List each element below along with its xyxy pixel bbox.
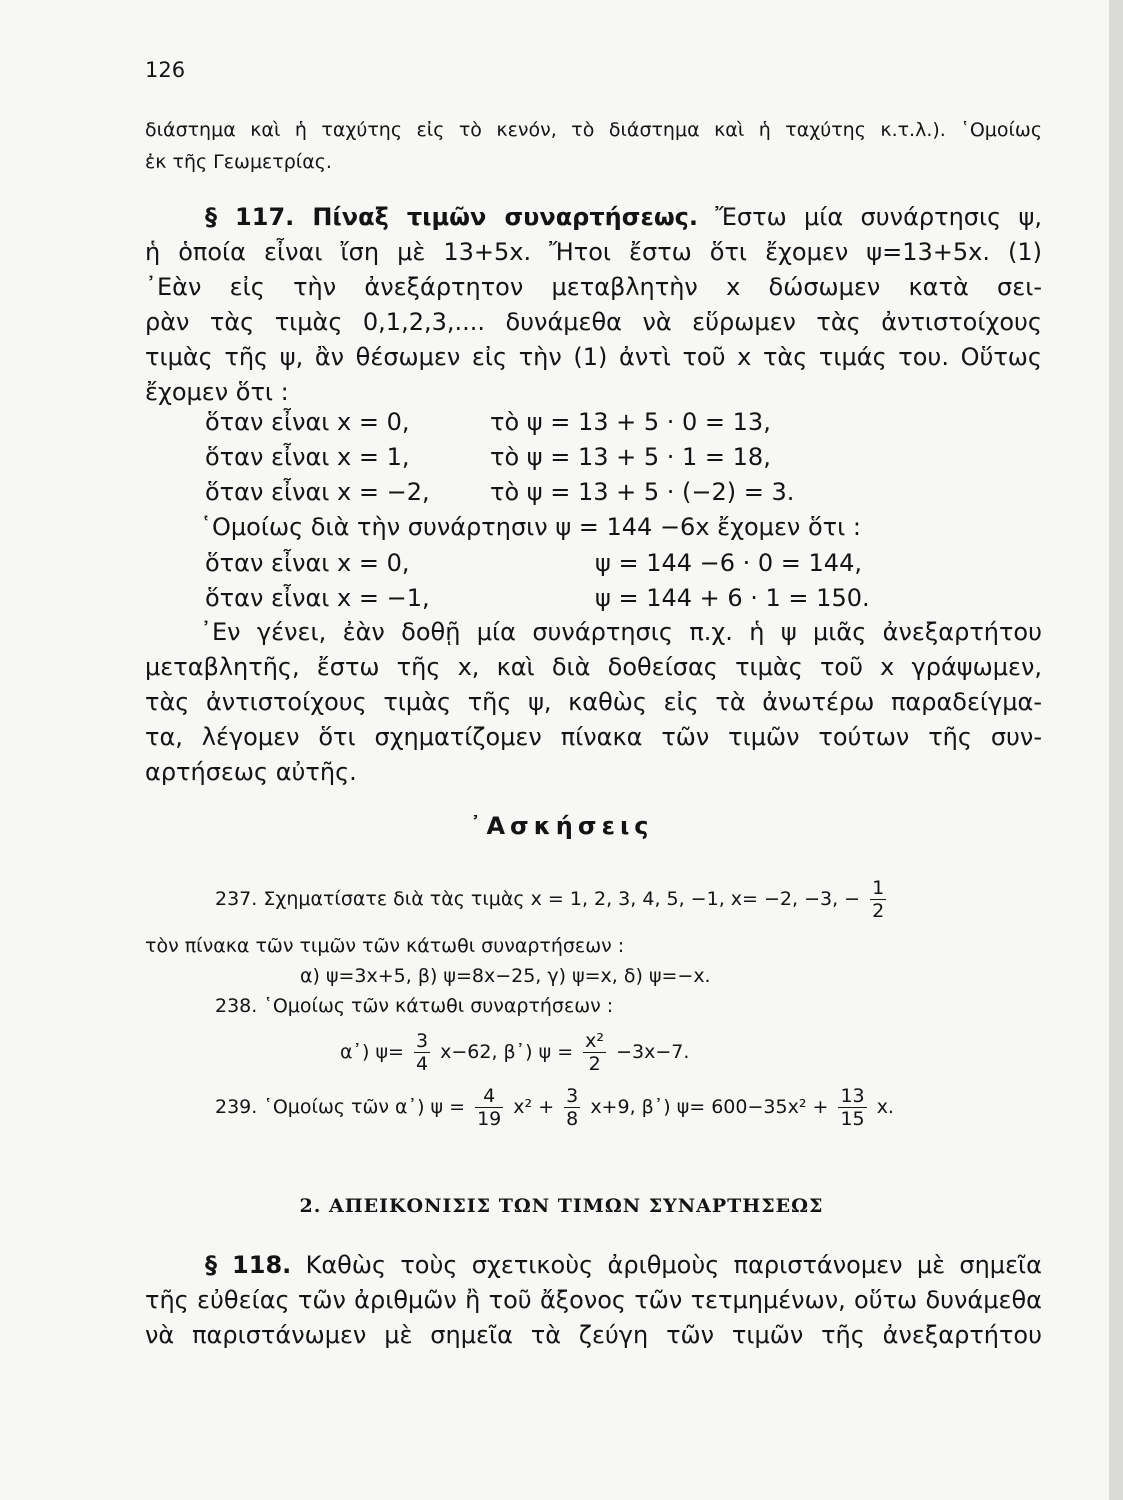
exercise-237-line-3: α) ψ=3x+5, β) ψ=8x−25, γ) ψ=x, δ) ψ=−x. [300, 965, 711, 987]
fraction-numerator: 3 [566, 1085, 579, 1107]
section-117-line: Ἔστω μία συνάρτησις ψ, [715, 203, 1042, 231]
table-cell: τὸ ψ = 13 + 5 · 0 = 13, [490, 407, 771, 436]
fraction [475, 1085, 503, 1130]
fraction-denominator: 8 [566, 1108, 579, 1130]
section-117-line: ρὰν τὰς τιμὰς 0,1,2,3,.... δυνάμεθα νὰ εὕρωμεν τὰς ἀντιστοίχους [145, 308, 1042, 336]
fraction [414, 1030, 430, 1075]
table-cell: ψ = 144 −6 · 0 = 144, [595, 548, 862, 577]
table-cell: τὸ ψ = 13 + 5 · (−2) = 3. [490, 477, 795, 506]
fraction-denominator: 2 [872, 900, 885, 922]
values-table-2 [205, 545, 870, 615]
section-117-line: ἡ ὁποία εἶναι ἴση μὲ 13+5x. Ἤτοι ἔστω ὅτι ἔχομεν ψ=13+5x. (1) [145, 238, 1042, 266]
formula-text: x² + [513, 1096, 555, 1118]
table-row [205, 404, 794, 439]
fraction-denominator: 15 [840, 1108, 865, 1130]
section-117-line: τιμὰς τῆς ψ, ἂν θέσωμεν εἰς τὴν (1) ἀντὶ τοῦ x τὰς τιμάς του. Οὕτως [145, 343, 1042, 371]
section-117-closing [145, 615, 1042, 790]
formula-text: −3x−7. [616, 1041, 690, 1063]
intro-line: ἐκ τῆς Γεωμετρίας. [145, 151, 332, 173]
page-number: 126 [145, 58, 186, 82]
fraction-denominator: 2 [588, 1053, 601, 1075]
fraction-numerator: 1 [872, 877, 885, 899]
section-117-line: ἔχομεν ὅτι : [145, 378, 289, 406]
exercise-239 [215, 1085, 894, 1130]
formula-text: x−62, β᾿) ψ = [440, 1041, 574, 1063]
closing-line: αρτήσεως αὐτῆς. [145, 758, 357, 786]
fraction [564, 1085, 580, 1130]
formula-text: x. [876, 1096, 894, 1118]
fraction-numerator: 13 [840, 1085, 865, 1107]
fraction [870, 877, 886, 922]
section-118-first-line [145, 1248, 1042, 1283]
table-cell: ψ = 144 + 6 · 1 = 150. [595, 583, 870, 612]
table-cell: ὅταν εἶναι x = −2, [205, 477, 430, 506]
fraction-numerator: x² [585, 1030, 605, 1052]
table-row [205, 580, 870, 615]
table-row [205, 439, 794, 474]
exercise-237-line-1 [215, 877, 890, 922]
section-118-line: Καθὼς τοὺς σχετικοὺς ἀριθμοὺς παριστάνομεν μὲ σημεῖα [305, 1251, 1042, 1279]
closing-line: ᾿Εν γένει, ἐὰν δοθῇ μία συνάρτησις π.χ. ἡ ψ μιᾶς ἀνεξαρτήτου [200, 618, 1042, 646]
closing-line: τὰς ἀντιστοίχους τιμὰς τῆς ψ, καθὼς εἰς τὰ ἀνωτέρω παραδείγμα- [145, 688, 1042, 716]
section-118-line: νὰ παριστάνωμεν μὲ σημεῖα τὰ ζεύγη τῶν τιμῶν τῆς ἀνεξαρτήτου [145, 1321, 1042, 1349]
formula-text: 239. ῾Ομοίως τῶν α᾿) ψ = [215, 1096, 466, 1118]
table-row [205, 545, 870, 580]
values-table-1 [205, 404, 794, 509]
exercise-237-text: 237. Σχηματίσατε διὰ τὰς τιμὰς x = 1, 2, 3, 4, 5, −1, x= −2, −3, − [215, 888, 861, 910]
section-118 [145, 1248, 1042, 1353]
exercises-title: ᾿Ασκήσεις [469, 812, 654, 840]
exercise-237-line-2: τὸν πίνακα τῶν τιμῶν τῶν κάτωθι συναρτήσεων : [145, 935, 625, 957]
table-cell: ὅταν εἶναι x = 1, [205, 442, 410, 471]
table-cell: ὅταν εἶναι x = 0, [205, 548, 410, 577]
table-cell: ὅταν εἶναι x = 0, [205, 407, 410, 436]
table-cell: τὸ ψ = 13 + 5 · 1 = 18, [490, 442, 771, 471]
fraction-numerator: 4 [475, 1085, 503, 1108]
closing-line: μεταβλητῆς, ἔστω τῆς x, καὶ διὰ δοθείσας τιμὰς τοῦ x γράψωμεν, [145, 653, 1042, 681]
fraction-denominator: 4 [415, 1053, 429, 1075]
fraction-numerator: 3 [415, 1030, 429, 1052]
fraction [838, 1085, 866, 1130]
fraction-denominator: 19 [477, 1108, 502, 1130]
section-117-first-line [145, 200, 1042, 235]
section-117-mid-line: ῾Ομοίως διὰ τὴν συνάρτησιν ψ = 144 −6x ἔχομεν ὅτι : [200, 513, 861, 541]
section-117-line: ᾿Εὰν εἰς τὴν ἀνεξάρτητον μεταβλητὴν x δώσωμεν κατὰ σει- [145, 273, 1042, 301]
formula-text: x+9, β᾿) ψ= 600−35x² + [590, 1096, 829, 1118]
table-cell: ὅταν εἶναι x = −1, [205, 583, 430, 612]
intro-line: διάστημα καὶ ἡ ταχύτης εἰς τὸ κενόν, τὸ διάστημα καὶ ἡ ταχύτης κ.τ.λ.). ῾Ομοίως [145, 119, 1042, 141]
chapter-heading: 2. ΑΠΕΙΚΟΝΙΣΙΣ ΤΩΝ ΤΙΜΩΝ ΣΥΝΑΡΤΗΣΕΩΣ [299, 1195, 824, 1217]
exercise-238-formulas [340, 1030, 689, 1075]
formula-text: α᾿) ψ= [340, 1041, 404, 1063]
exercise-238-line-1: 238. ῾Ομοίως τῶν κάτωθι συναρτήσεων : [215, 995, 614, 1017]
section-118-line: τῆς εὐθείας τῶν ἀριθμῶν ἢ τοῦ ἄξονος τῶν τετμημένων, οὕτω δυνάμεθα [145, 1286, 1042, 1314]
page-edge [1109, 0, 1123, 1500]
fraction [583, 1030, 606, 1075]
table-row [205, 474, 794, 509]
section-118-title: § 118. [205, 1251, 292, 1279]
closing-line: τα, λέγομεν ὅτι σχηματίζομεν πίνακα τῶν τιμῶν τούτων τῆς συν- [145, 723, 1042, 751]
section-117-title: § 117. Πίναξ τιμῶν συναρτήσεως. [205, 203, 699, 231]
intro-paragraph [145, 114, 1042, 178]
section-117 [145, 200, 1042, 410]
